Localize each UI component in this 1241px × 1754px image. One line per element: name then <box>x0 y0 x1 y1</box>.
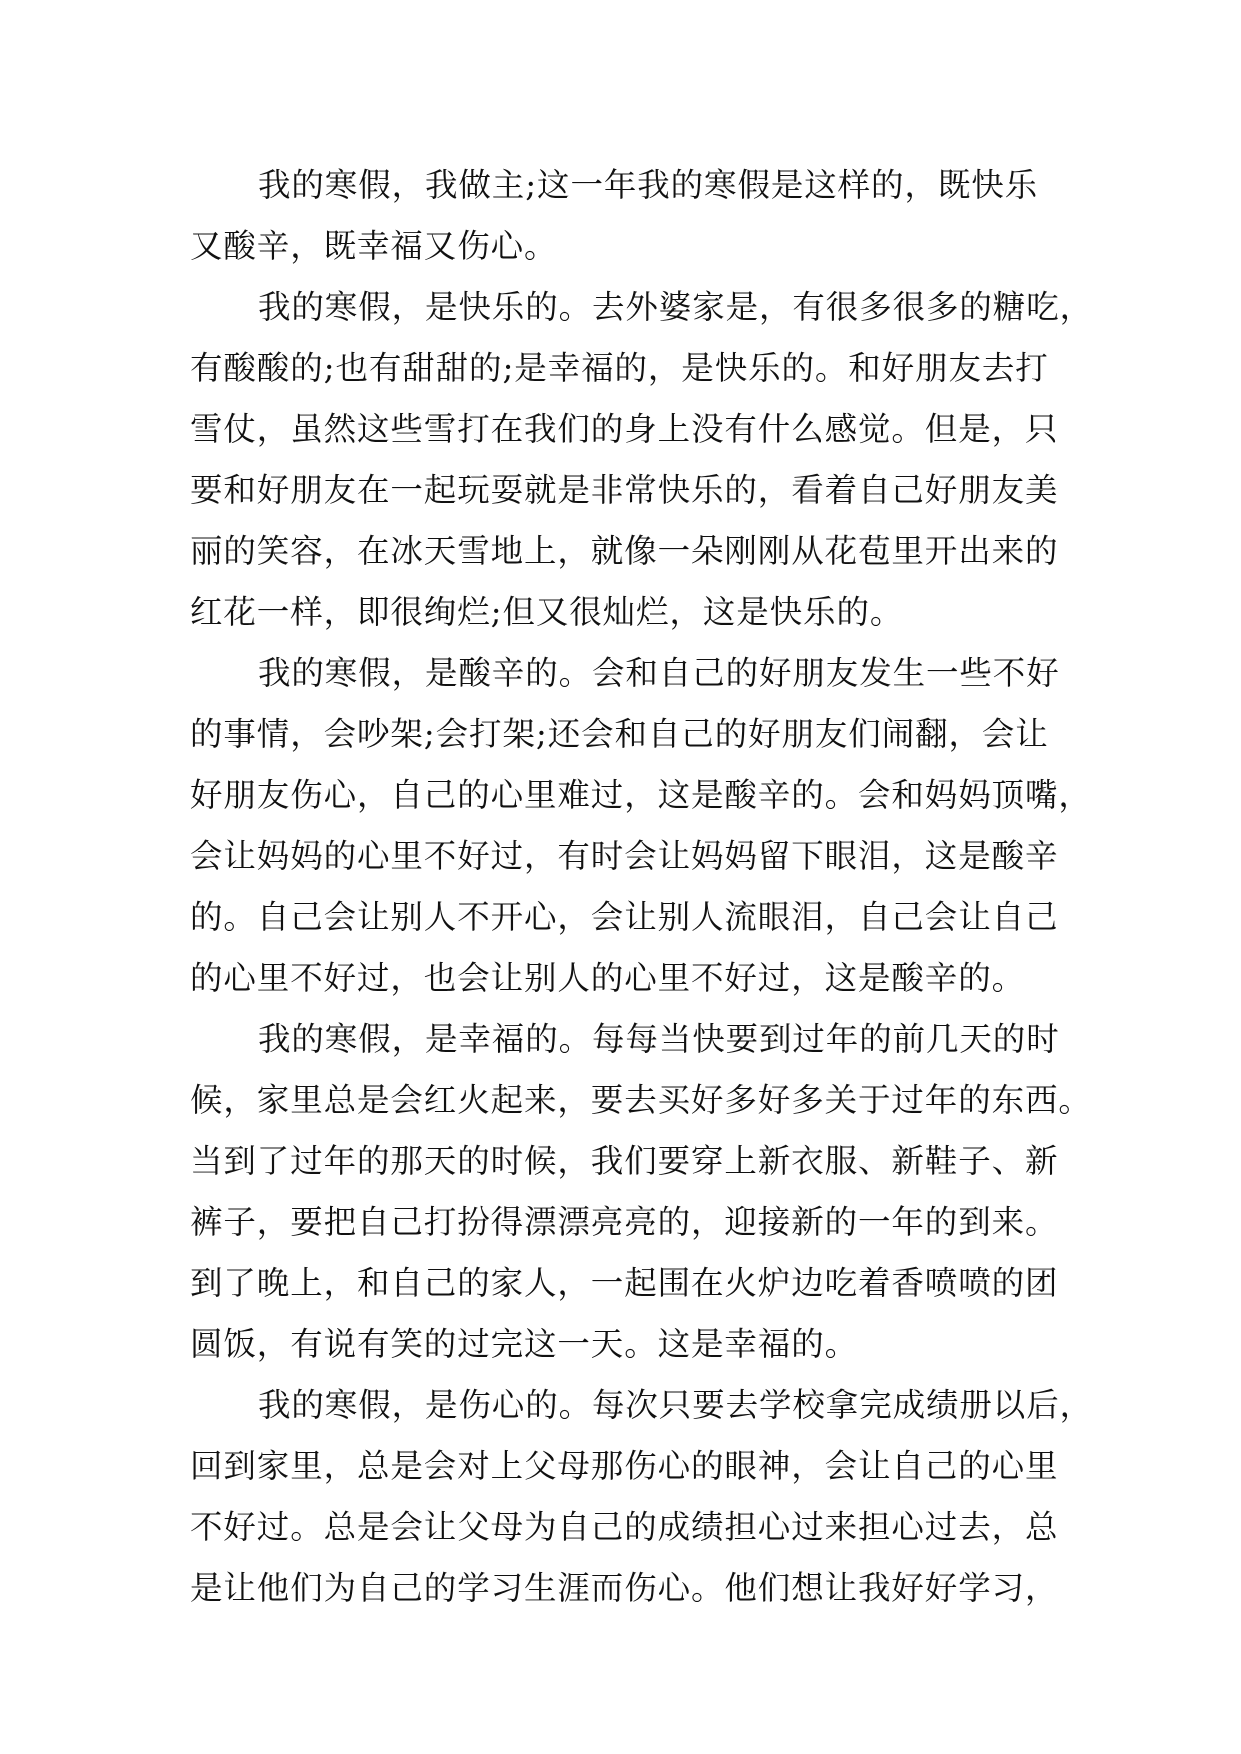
text-line: 雪仗，虽然这些雪打在我们的身上没有什么感觉。但是，只 <box>190 410 1059 448</box>
text-line: 当到了过年的那天的时候，我们要穿上新衣服、新鞋子、新 <box>190 1142 1059 1180</box>
text-line: 我的寒假，是幸福的。每每当快要到过年的前几天的时 <box>258 1020 1060 1058</box>
text-line: 回到家里，总是会对上父母那伤心的眼神，会让自己的心里 <box>190 1447 1059 1485</box>
essay-body <box>190 155 1094 1619</box>
text-line: 有酸酸的;也有甜甜的;是幸福的，是快乐的。和好朋友去打 <box>190 349 1049 387</box>
text-line: 丽的笑容，在冰天雪地上，就像一朵刚刚从花苞里开出来的 <box>190 532 1059 570</box>
text-line: 不好过。总是会让父母为自己的成绩担心过来担心过去，总 <box>190 1508 1059 1546</box>
text-line: 到了晚上，和自己的家人，一起围在火炉边吃着香喷喷的团 <box>190 1264 1059 1302</box>
text-line: 圆饭，有说有笑的过完这一天。这是幸福的。 <box>190 1325 859 1363</box>
text-line: 又酸辛，既幸福又伤心。 <box>190 227 558 265</box>
text-line: 我的寒假，是酸辛的。会和自己的好朋友发生一些不好 <box>258 654 1060 692</box>
text-line: 会让妈妈的心里不好过，有时会让妈妈留下眼泪，这是酸辛 <box>190 837 1059 875</box>
text-line: 我的寒假，是伤心的。每次只要去学校拿完成绩册以后， <box>258 1386 1094 1424</box>
text-line: 裤子，要把自己打扮得漂漂亮亮的，迎接新的一年的到来。 <box>190 1203 1059 1241</box>
text-line: 要和好朋友在一起玩耍就是非常快乐的，看着自己好朋友美 <box>190 471 1059 509</box>
text-line: 是让他们为自己的学习生涯而伤心。他们想让我好好学习， <box>190 1569 1059 1607</box>
text-line: 我的寒假，我做主;这一年我的寒假是这样的，既快乐 <box>258 166 1039 204</box>
text-line: 我的寒假，是快乐的。去外婆家是，有很多很多的糖吃， <box>258 288 1094 326</box>
text-line: 候，家里总是会红火起来，要去买好多好多关于过年的东西。 <box>190 1081 1092 1119</box>
text-line: 的。自己会让别人不开心，会让别人流眼泪，自己会让自己 <box>190 898 1059 936</box>
text-line: 的事情，会吵架;会打架;还会和自己的好朋友们闹翻，会让 <box>190 715 1049 753</box>
text-line: 的心里不好过，也会让别人的心里不好过，这是酸辛的。 <box>190 959 1026 997</box>
text-line: 好朋友伤心，自己的心里难过，这是酸辛的。会和妈妈顶嘴， <box>190 776 1092 814</box>
text-line: 红花一样，即很绚烂;但又很灿烂，这是快乐的。 <box>190 593 904 631</box>
